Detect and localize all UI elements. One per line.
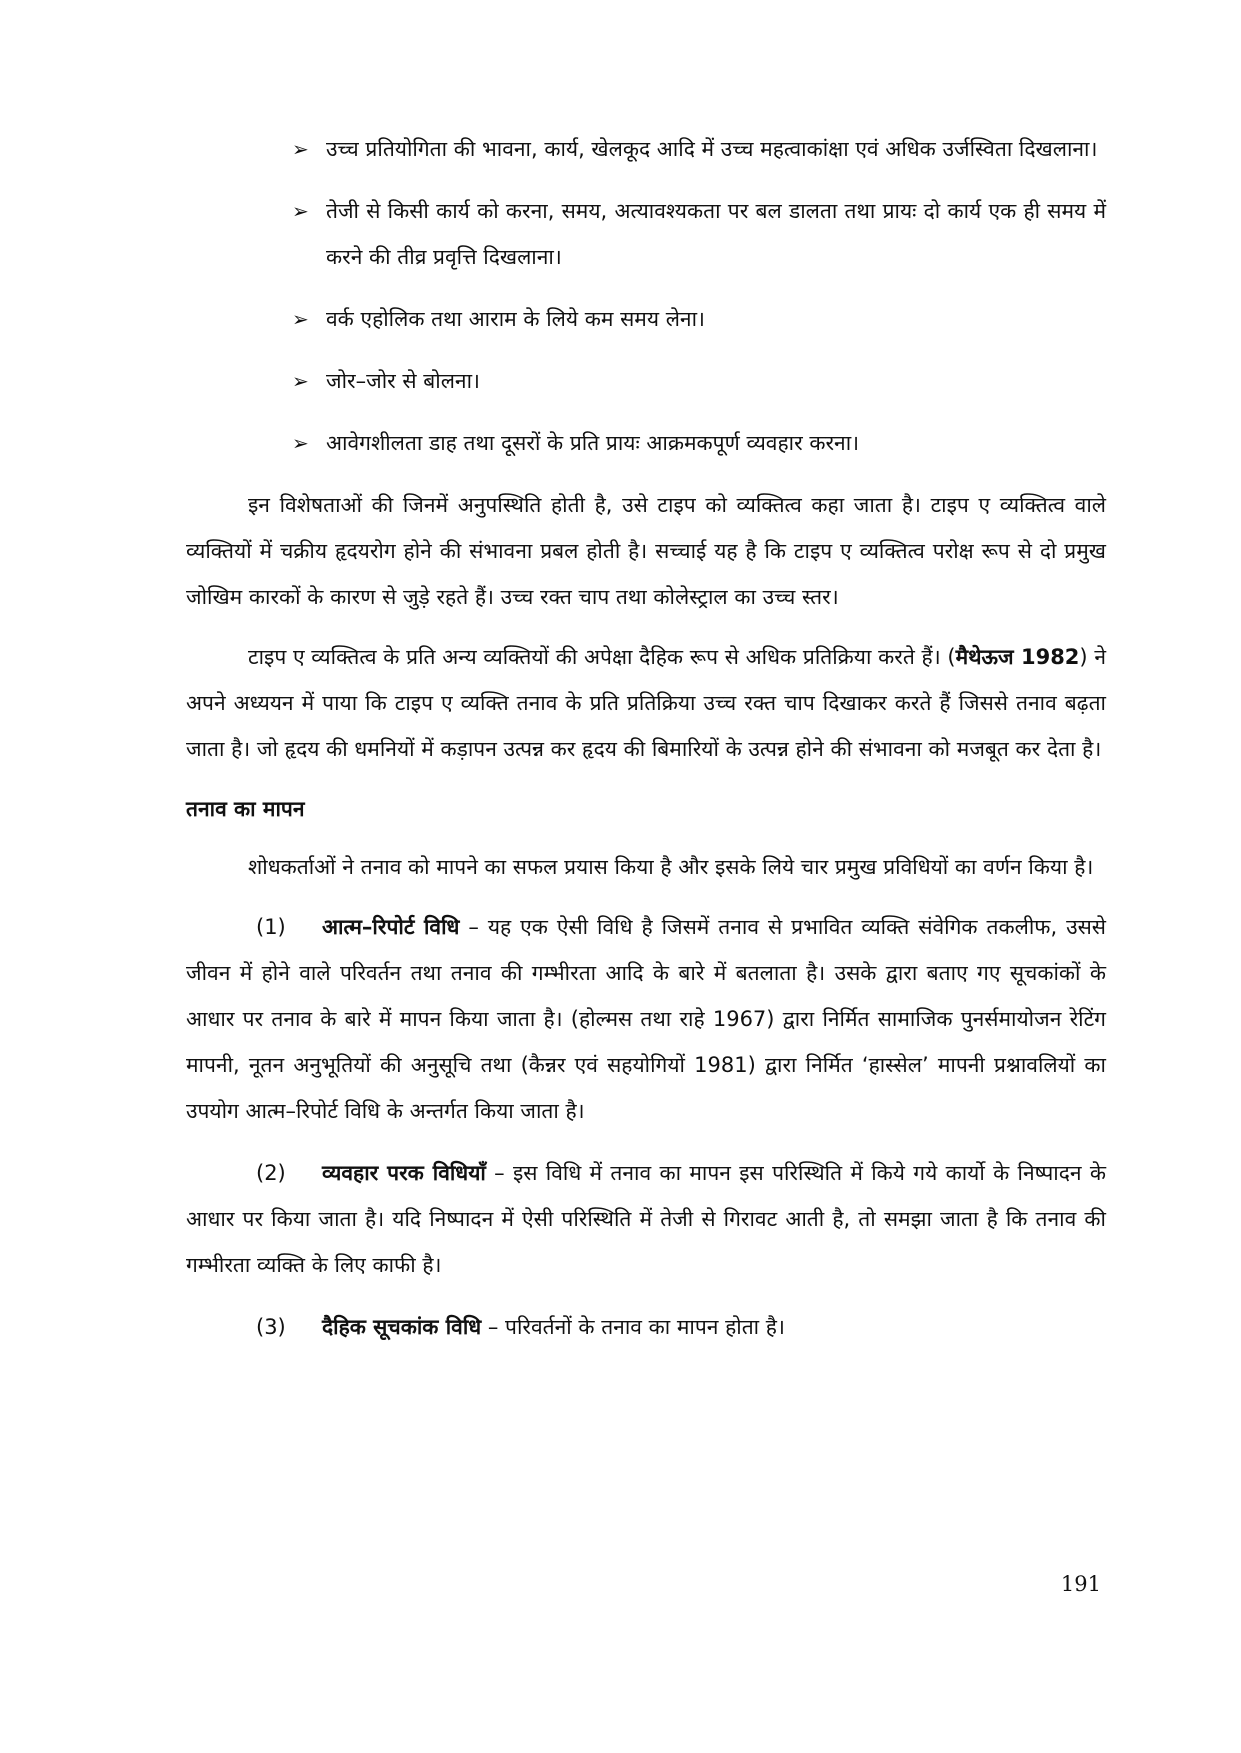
method-number: (1) — [256, 915, 286, 939]
paragraph-lead: टाइप ए व्यक्तित्व के प्रति अन्य व्यक्तियों की अपेक्षा दैहिक रूप से अधिक प्रतिक्रिया करते हैं। ( — [248, 645, 956, 669]
bullet-text: जोर–जोर से बोलना। — [326, 369, 480, 393]
method-text: – यह एक ऐसी विधि है जिसमें तनाव से प्रभावित व्यक्ति संवेगिक तकलीफ, उससे जीवन में होने वाले परिवर्तन तथा तनाव की गम्भीरता आदि के बारे में बतलाता है। उसके द्वारा बताए गए सूचकांकों के आधार पर तनाव के बारे में मापन किया जाता है। (होल्मस तथा राहे 1967) द्वारा निर्मित सामाजिक पुनर्समायोजन रेटिंग मापनी, नूतन अनुभूतियों की अनुसूचि तथा (कैन्नर एवं सहयोगियों 1981) द्वारा निर्मित ‘हास्सेल’ मापनी प्रश्नावलियों का उपयोग आत्म–रिपोर्ट विधि के अन्तर्गत किया जाता है। — [186, 915, 1107, 1123]
list-item — [292, 126, 1106, 172]
method-title: दैहिक सूचकांक विधि — [322, 1315, 482, 1339]
page-content — [186, 126, 1106, 1366]
section-heading: तनाव का मापन — [186, 797, 305, 821]
method-number: (2) — [256, 1161, 286, 1185]
paragraph-type-a-reaction — [186, 634, 1106, 772]
bullet-text: उच्च प्रतियोगिता की भावना, कार्य, खेलकूद आदि में उच्च महत्वाकांक्षा एवं अधिक उर्जस्विता दिखलाना। — [326, 137, 1098, 161]
method-title: आत्म–रिपोर्ट विधि — [322, 915, 460, 939]
paragraph-intro-methods: शोधकर्ताओं ने तनाव को मापने का सफल प्रयास किया है और इसके लिये चार प्रमुख प्रविधियों का वर्णन किया है। — [248, 855, 1094, 879]
arrow-bullet-icon: ➢ — [292, 199, 309, 223]
paragraph-rest: ) ने अपने अध्ययन में पाया कि टाइप ए व्यक्ति तनाव के प्रति प्रतिक्रिया उच्च रक्त चाप दिखाकर करते हैं जिससे तनाव बढ़ता जाता है। जो हृदय की धमनियों में कड़ापन उत्पन्न कर हृदय की बिमारियों के उत्पन्न होने की संभावना को मजबूत कर देता है। — [186, 645, 1106, 761]
list-item — [292, 358, 1106, 404]
list-item — [292, 420, 1106, 466]
bullet-text: आवेगशीलता डाह तथा दूसरों के प्रति प्रायः आक्रमकपूर्ण व्यवहार करना। — [326, 431, 860, 455]
method-item — [186, 1304, 1106, 1350]
citation: मैथेऊज 1982 — [955, 645, 1080, 669]
method-text: – परिवर्तनों के तनाव का मापन होता है। — [481, 1315, 785, 1339]
list-item — [292, 296, 1106, 342]
bullet-text: तेजी से किसी कार्य को करना, समय, अत्यावश्यकता पर बल डालता तथा प्रायः दो कार्य एक ही समय में करने की तीव्र प्रवृत्ति दिखलाना। — [326, 199, 1106, 269]
method-item — [186, 1150, 1106, 1288]
method-item — [186, 904, 1106, 1134]
arrow-bullet-icon: ➢ — [292, 431, 309, 455]
paragraph-type-a-risk: इन विशेषताओं की जिनमें अनुपस्थिति होती है, उसे टाइप को व्यक्तित्व कहा जाता है। टाइप ए व्यक्तित्व वाले व्यक्तियों में चक्रीय हृदयरोग होने की संभावना प्रबल होती है। सच्चाई यह है कि टाइप ए व्यक्तित्व परोक्ष रूप से दो प्रमुख जोखिम कारकों के कारण से जुड़े रहते हैं। उच्च रक्त चाप तथा कोलेस्ट्राल का उच्च स्तर। — [186, 493, 1106, 609]
bullet-text: वर्क एहोलिक तथा आराम के लिये कम समय लेना। — [326, 307, 705, 331]
bullet-list — [292, 126, 1106, 466]
method-title: व्यवहार परक विधियाँ — [322, 1161, 486, 1185]
page-number: 191 — [1060, 1572, 1101, 1596]
arrow-bullet-icon: ➢ — [292, 137, 309, 161]
method-number: (3) — [256, 1315, 286, 1339]
method-text: – इस विधि में तनाव का मापन इस परिस्थिति में किये गये कार्यो के निष्पादन के आधार पर किया जाता है। यदि निष्पादन में ऐसी परिस्थिति में तेजी से गिरावट आती है, तो समझा जाता है कि तनाव की गम्भीरता व्यक्ति के लिए काफी है। — [186, 1161, 1106, 1277]
arrow-bullet-icon: ➢ — [292, 307, 309, 331]
list-item — [292, 188, 1106, 280]
arrow-bullet-icon: ➢ — [292, 369, 309, 393]
